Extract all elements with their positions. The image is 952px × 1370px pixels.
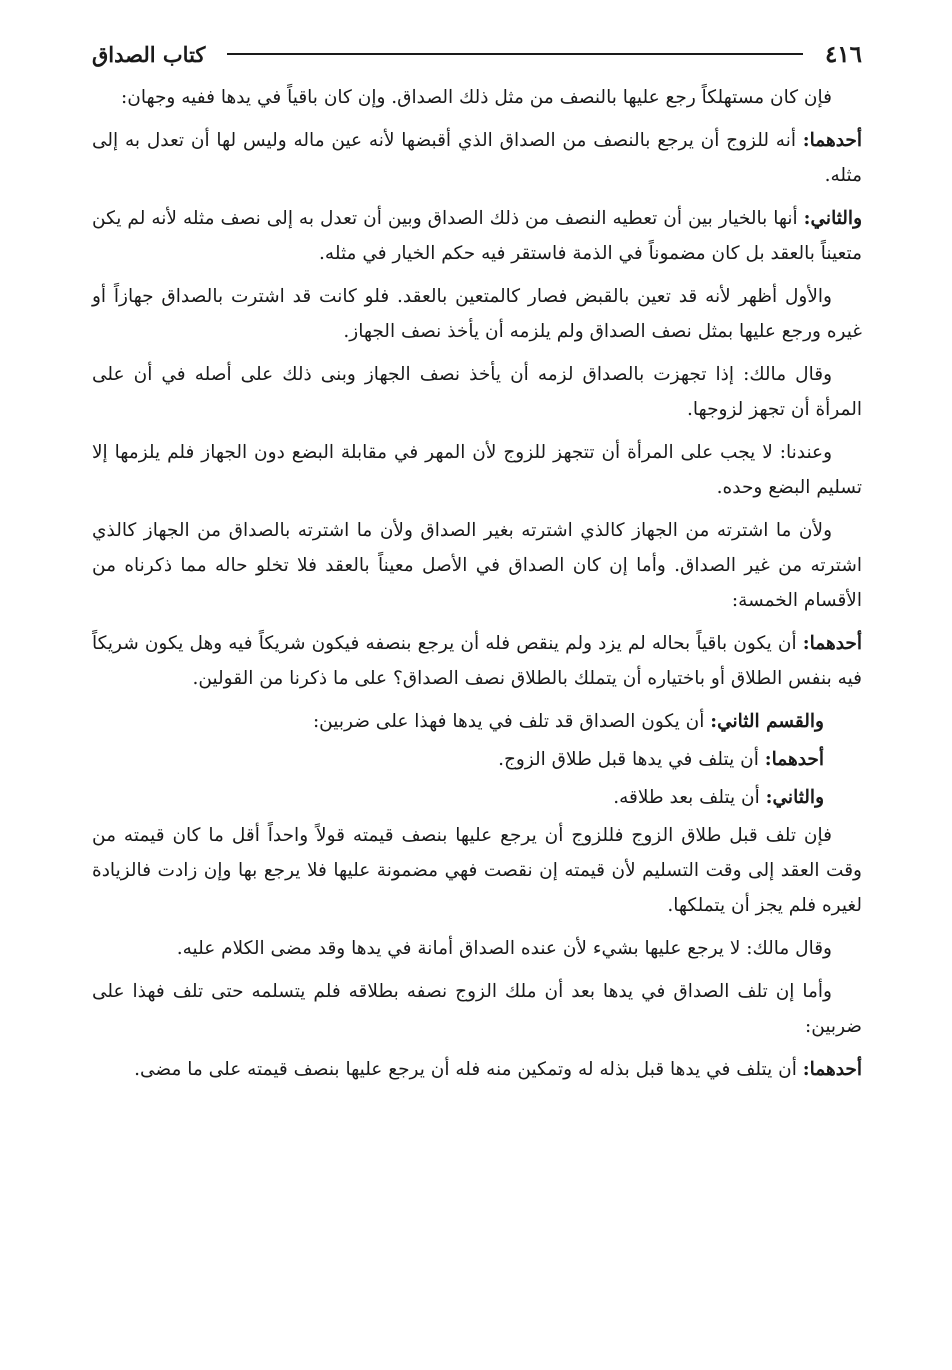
paragraph: وأما إن تلف الصداق في يدها بعد أن ملك الزوج نصفه بطلاقه فلم يتسلمه حتى تلف فهذا على ضربين:: [92, 981, 862, 1037]
book-title: كتاب الصداق: [92, 41, 206, 67]
paragraph: ولأن ما اشترته من الجهاز كالذي اشترته بغير الصداق ولأن ما اشترته بالصداق من الجهاز كالذي اشترته من غير الصداق. وأما إن كان الصداق في الأصل معيناً بالعقد فلا تخلو حاله مما ذكرناه من الأقسام الخمسة:: [92, 520, 862, 611]
body-text: [92, 80, 862, 1087]
page-number: ٤١٦: [824, 40, 862, 68]
paragraph: أحدهما: أنه للزوج أن يرجع بالنصف من الصداق الذي أقبضها لأنه عين ماله وليس لها أن تعدل به إلى مثله.: [92, 130, 862, 186]
paragraph: أحدهما: أن يكون باقياً بحاله لم يزد ولم ينقص فله أن يرجع بنصفه فيكون شريكاً فيه وهل يكون شريكاً فيه بنفس الطلاق أو باختياره أن يتملك بالطلاق نصف الصداق؟ على ما ذكرنا من القولين.: [92, 633, 862, 689]
paragraph: وقال مالك: إذا تجهزت بالصداق لزمه أن يأخذ نصف الجهاز وبنى ذلك على أصله في أن على المرأة أن تجهز لزوجها.: [92, 364, 862, 420]
paragraph: والأول أظهر لأنه قد تعين بالقبض فصار كالمتعين بالعقد. فلو كانت قد اشترت بالصداق جهازاً أو غيره ورجع عليها بمثل نصف الصداق ولم يلزمه أن يأخذ نصف الجهاز.: [92, 286, 862, 342]
paragraph: فإن كان مستهلكاً رجع عليها بالنصف من مثل ذلك الصداق. وإن كان باقياً في يدها ففيه وجهان:: [121, 87, 832, 108]
paragraph: وعندنا: لا يجب على المرأة أن تتجهز للزوج لأن المهر في مقابلة البضع دون الجهاز فلم يلزمها إلا تسليم البضع وحده.: [92, 442, 862, 498]
paragraph: والقسم الثاني: أن يكون الصداق قد تلف في يدها فهذا على ضربين:: [312, 711, 824, 732]
paragraph: أحدهما: أن يتلف في يدها قبل طلاق الزوج.: [498, 749, 824, 770]
running-header: [92, 34, 862, 74]
paragraph: وقال مالك: لا يرجع عليها بشيء لأن عنده الصداق أمانة في يدها وقد مضى الكلام عليه.: [176, 938, 832, 959]
header-rule: [227, 53, 803, 55]
paragraph: فإن تلف قبل طلاق الزوج فللزوج أن يرجع عليها بنصف قيمته قولاً واحداً أقل ما كان قيمته من وقت العقد إلى وقت التسليم لأن قيمته إن نقصت فهي مضمونة عليها فلا يرجع بها وإن زادت فالزيادة لغيره فلم يجز أن يتملكها.: [92, 825, 862, 916]
paragraph: أحدهما: أن يتلف في يدها قبل بذله له وتمكين منه فله أن يرجع عليها بنصف قيمته على ما مضى.: [134, 1059, 862, 1080]
paragraph: والثاني: أنها بالخيار بين أن تعطيه النصف من ذلك الصداق وبين أن تعدل به إلى نصف مثله لأنه لم يكن متعيناً بالعقد بل كان مضموناً في الذمة فاستقر فيه حكم الخيار في مثله.: [92, 208, 862, 264]
paragraph: والثاني: أن يتلف بعد طلاقه.: [613, 787, 824, 808]
